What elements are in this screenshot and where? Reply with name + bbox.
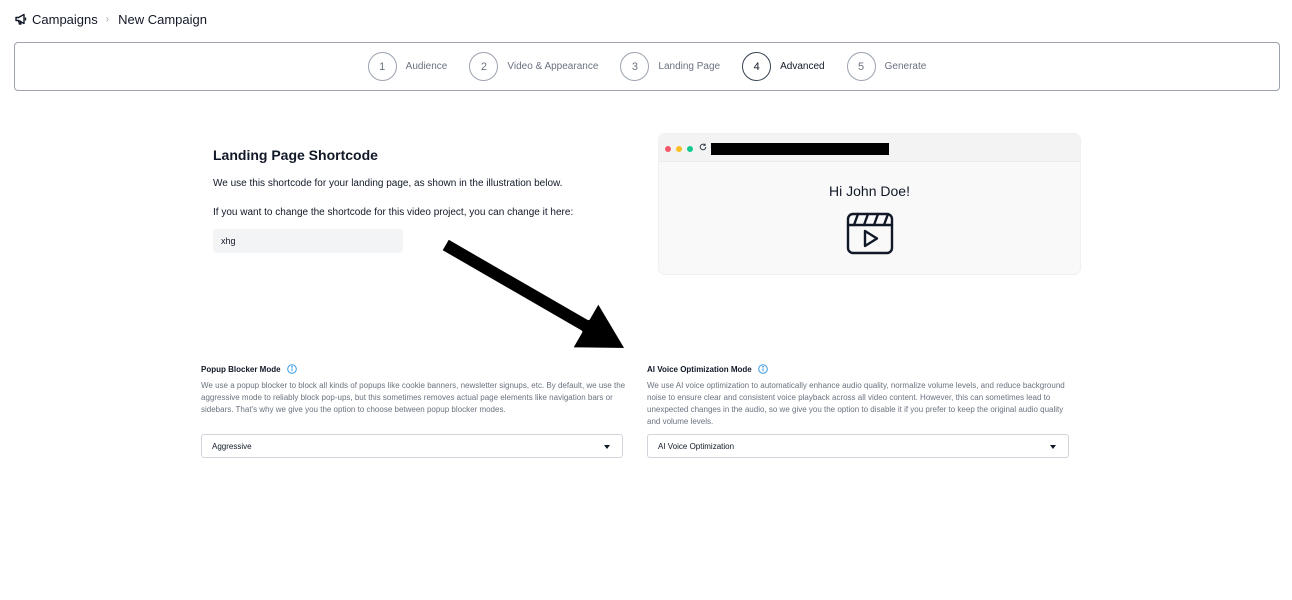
breadcrumb-current: New Campaign (118, 11, 207, 27)
popup-blocker-selected-value: Aggressive (212, 441, 252, 451)
info-icon[interactable] (287, 364, 297, 374)
window-minimize-dot (676, 146, 682, 152)
window-maximize-dot (687, 146, 693, 152)
step-number: 2 (469, 52, 498, 81)
landing-page-preview (658, 133, 1081, 275)
preview-browser-bar (659, 134, 1080, 162)
shortcode-change-hint: If you want to change the shortcode for this video project, you can change it here: (213, 207, 574, 218)
window-close-dot (665, 146, 671, 152)
preview-greeting: Hi John Doe! (829, 183, 910, 199)
breadcrumb (14, 10, 207, 28)
popup-blocker-description: We use a popup blocker to block all kinds of popups like cookie banners, newsletter signups, etc. By default, we use the aggressive mode to reliably block pop-ups, but this sometimes removes actual page elements like navigation bars or sidebars. That's why we give you the option to choose between popup blocker modes. (201, 381, 626, 414)
ai-voice-title-text: AI Voice Optimization Mode (647, 364, 752, 374)
chevron-down-icon (604, 445, 610, 449)
step-label: Audience (405, 61, 448, 72)
chevron-down-icon (1050, 445, 1056, 449)
breadcrumb-campaigns-link[interactable]: Campaigns (32, 11, 98, 27)
ai-voice-select[interactable] (647, 434, 1069, 458)
wizard-stepper (14, 42, 1280, 91)
popup-blocker-title-text: Popup Blocker Mode (201, 364, 281, 374)
step-label: Video & Appearance (507, 61, 599, 72)
video-clapper-icon (846, 212, 894, 255)
step-video-appearance[interactable] (469, 52, 598, 81)
popup-blocker-select[interactable] (201, 434, 623, 458)
step-number: 4 (742, 52, 771, 81)
step-number: 1 (368, 52, 397, 81)
info-icon[interactable] (758, 364, 768, 374)
step-label: Landing Page (658, 61, 721, 72)
shortcode-description: We use this shortcode for your landing page, as shown in the illustration below. (213, 178, 563, 189)
preview-url-redacted (711, 143, 889, 155)
ai-voice-description: We use AI voice optimization to automatically enhance audio quality, normalize volume levels, and reduce background noise to ensure clear and consistent voice playback across all video content. However, this can sometimes lead to unexpected changes in the audio, so we give you the option to disable it if you prefer to keep the original audio quality and volume levels. (647, 381, 1065, 426)
step-label: Generate (884, 61, 927, 72)
reload-icon (699, 143, 707, 153)
megaphone-icon (14, 12, 28, 26)
shortcode-input[interactable] (213, 229, 403, 253)
step-number: 3 (620, 52, 649, 81)
step-audience[interactable] (368, 52, 448, 81)
popup-blocker-title (201, 364, 297, 374)
step-number: 5 (847, 52, 876, 81)
step-label: Advanced (780, 61, 825, 72)
breadcrumb-separator: › (105, 13, 110, 25)
ai-voice-title (647, 364, 768, 374)
step-generate[interactable] (847, 52, 927, 81)
step-landing-page[interactable] (620, 52, 720, 81)
ai-voice-selected-value: AI Voice Optimization (658, 441, 735, 451)
annotation-arrow (430, 230, 645, 365)
step-advanced[interactable] (742, 52, 824, 81)
shortcode-title: Landing Page Shortcode (213, 147, 378, 163)
